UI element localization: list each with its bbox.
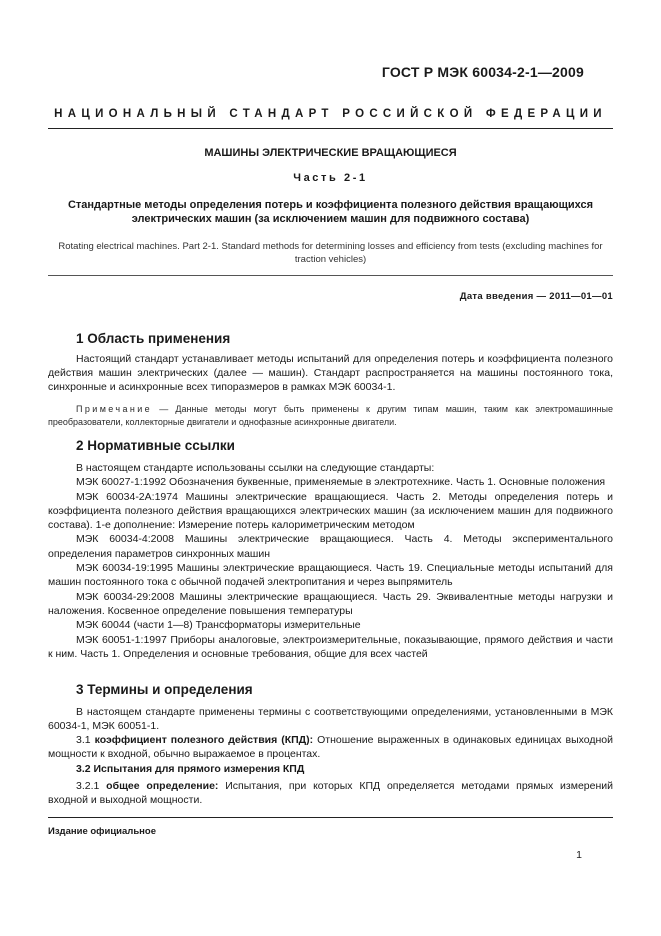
term-3-2-1 <box>48 779 613 807</box>
section-1-body: Настоящий стандарт устанавливает методы испытаний для определения потерь и коэффициента полезного действия машин электрических (далее — машин). Стандарт распространяется на машины постоянного тока, синхронные и асинхронные всех типоразмеров в рамках МЭК 60034-1. <box>48 353 613 394</box>
subsection-3-2-heading: 3.2 Испытания для прямого измерения КПД <box>76 763 305 775</box>
section-3-intro-text: В настоящем стандарте применены термины с соответствующими определениями, установленными в МЭК 60034-1, МЭК 60051-1. <box>48 706 613 733</box>
section-1-text <box>48 352 613 395</box>
term-3-1-term: коэффициент полезного действия (КПД): <box>94 734 314 746</box>
edition-label: Издание официальное <box>48 826 156 837</box>
references-intro: В настоящем стандарте использованы ссылки на следующие стандарты: <box>76 462 435 474</box>
standard-number: ГОСТ Р МЭК 60034-2-1—2009 <box>381 64 584 80</box>
section-1-heading: 1 Область применения <box>76 331 231 346</box>
reference-item: МЭК 60034-4:2008 Машины электрические вращающиеся. Часть 4. Методы экспериментального определения параметров синхронных машин <box>48 533 613 560</box>
note-label: Примечание <box>76 404 153 414</box>
reference-item: МЭК 60044 (части 1—8) Трансформаторы измерительные <box>76 619 361 632</box>
title-rule <box>48 275 613 276</box>
document-title: МАШИНЫ ЭЛЕКТРИЧЕСКИЕ ВРАЩАЮЩИЕСЯ <box>204 147 457 159</box>
term-3-2-1-term: общее определение: <box>106 780 219 792</box>
page-number: 1 <box>576 849 582 861</box>
section-3-intro <box>48 705 613 733</box>
document-subtitle: Стандартные методы определения потерь и коэффициента полезного действия вращающихся электрических машин (за исключением машин для подвижного состава) <box>67 199 594 225</box>
reference-item: МЭК 60027-1:1992 Обозначения буквенные, применяемые в электротехнике. Часть 1. Основные положения <box>76 476 606 489</box>
term-3-2-1-number: 3.2.1 <box>76 780 107 792</box>
term-3-1-number: 3.1 <box>76 734 95 746</box>
section-2-heading: 2 Нормативные ссылки <box>76 438 235 453</box>
reference-item: МЭК 60034-2А:1974 Машины электрические вращающиеся. Часть 2. Методы определения потерь и коэффициента полезного действия вращающихся электрических машин (за исключением машин для подвижного состава). 1-е дополнение: Измерение потерь калориметрическим методом <box>48 490 613 532</box>
reference-item: МЭК 60051-1:1997 Приборы аналоговые, электроизмерительные, показывающие, прямого действия и части к ним. Часть 1. Определения и основные требования, общие для всех частей <box>48 633 613 660</box>
references-list <box>48 461 613 661</box>
reference-item: МЭК 60034-29:2008 Машины электрические вращающиеся. Часть 29. Эквивалентные методы нагрузки и наложения. Косвенное определение повышения температуры <box>48 590 613 617</box>
section-3-heading: 3 Термины и определения <box>76 682 253 697</box>
term-3-2-1-definition: Испытания, при которых КПД определяется методами прямых измерений входной и выходной мощности. <box>48 780 613 807</box>
part-label: Часть 2-1 <box>293 172 368 184</box>
section-1-note <box>48 403 613 429</box>
national-standard-label: НАЦИОНАЛЬНЫЙ СТАНДАРТ РОССИЙСКОЙ ФЕДЕРАЦИИ <box>54 108 607 120</box>
introduction-date: Дата введения — 2011—01—01 <box>459 291 613 302</box>
english-title: Rotating electrical machines. Part 2-1. Standard methods for determining losses and efficiency from tests (excluding machines for traction vehicles) <box>58 241 603 265</box>
reference-item: МЭК 60034-19:1995 Машины электрические вращающиеся. Часть 19. Специальные методы испытаний для машин постоянного тока с обычной подачей электропитания и через выпрямитель <box>48 562 613 589</box>
term-3-1-definition: Отношение выраженных в одинаковых единицах выходной мощности к входной, обычно выражаемое в процентах. <box>48 734 614 761</box>
term-3-1 <box>48 733 613 761</box>
header-rule <box>48 128 613 129</box>
footer-rule <box>48 817 613 818</box>
note-text: — Данные методы могут быть применены к другим типам машин, таким как электромашинные преобразователи, коллекторные двигатели и однофазные асинхронные двигатели. <box>48 404 613 427</box>
